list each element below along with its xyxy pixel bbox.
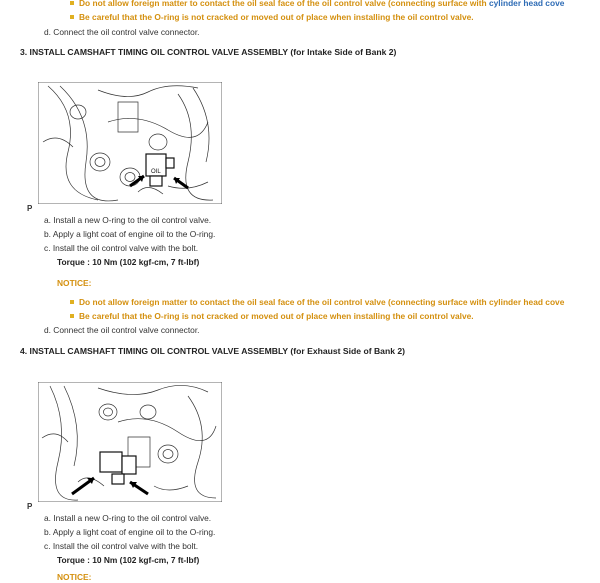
section-3-step-c: c. Install the oil control valve with the bolt. — [44, 243, 199, 253]
section-3-figure-label: P — [27, 204, 33, 213]
section-3-torque: Torque : 10 Nm (102 kgf-cm, 7 ft-lbf) — [57, 257, 200, 267]
top-step-d: d. Connect the oil control valve connector. — [44, 27, 200, 37]
bullet-icon — [70, 15, 74, 19]
bullet-icon — [70, 1, 74, 5]
section-3-notice-label: NOTICE: — [57, 278, 92, 288]
top-notice-1: Do not allow foreign matter to contact the oil seal face of the oil control valve (connecting surface with cylinder head cove — [70, 0, 564, 8]
section-4-notice-label: NOTICE: — [57, 572, 92, 582]
section-3-notice-2: Be careful that the O-ring is not cracked or moved out of place when installing the oil control valve. — [70, 311, 474, 321]
cylinder-head-cover-link[interactable]: cylinder head cove — [488, 0, 565, 8]
bullet-icon — [70, 300, 74, 304]
section-3-step-a: a. Install a new O-ring to the oil control valve. — [44, 215, 212, 225]
section-3-figure — [38, 82, 222, 204]
section-3-notice-1: Do not allow foreign matter to contact the oil seal face of the oil control valve (connecting surface with cylinder head cove — [70, 297, 564, 307]
section-3-step-b: b. Apply a light coat of engine oil to the O-ring. — [44, 229, 216, 239]
section-4-figure — [38, 382, 222, 502]
section-4-step-b: b. Apply a light coat of engine oil to the O-ring. — [44, 527, 216, 537]
oil-control-valve-exhaust-diagram — [38, 382, 222, 502]
section-4-torque: Torque : 10 Nm (102 kgf-cm, 7 ft-lbf) — [57, 555, 200, 565]
section-3-step-d: d. Connect the oil control valve connector. — [44, 325, 200, 335]
top-notice-2: Be careful that the O-ring is not cracked or moved out of place when installing the oil control valve. — [70, 12, 474, 22]
section-4-step-a: a. Install a new O-ring to the oil control valve. — [44, 513, 212, 523]
section-4-heading: 4. INSTALL CAMSHAFT TIMING OIL CONTROL VALVE ASSEMBLY (for Exhaust Side of Bank 2) — [20, 346, 405, 356]
oil-control-valve-intake-diagram — [38, 82, 222, 204]
bullet-icon — [70, 314, 74, 318]
svg-text:OIL: OIL — [151, 169, 161, 175]
section-3-heading: 3. INSTALL CAMSHAFT TIMING OIL CONTROL VALVE ASSEMBLY (for Intake Side of Bank 2) — [20, 47, 397, 57]
section-4-figure-label: P — [27, 502, 33, 511]
section-4-step-c: c. Install the oil control valve with the bolt. — [44, 541, 199, 551]
